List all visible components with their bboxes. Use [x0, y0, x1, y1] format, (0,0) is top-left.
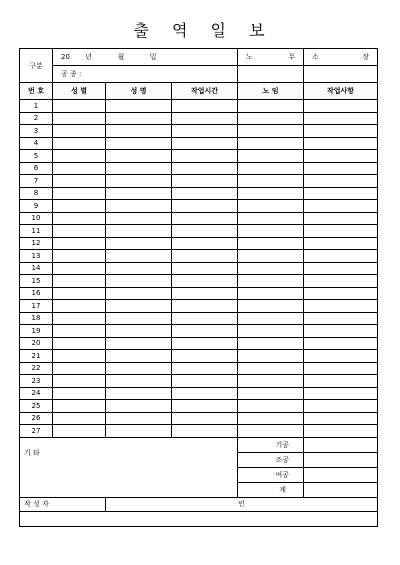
- date-field[interactable]: [53, 49, 238, 66]
- table-row: [20, 275, 378, 288]
- gubun-label: 구분: [20, 49, 53, 83]
- work-details-cell[interactable]: [304, 325, 378, 338]
- name-cell[interactable]: [106, 225, 172, 238]
- name-cell[interactable]: [106, 250, 172, 263]
- row-number: 1: [20, 100, 53, 113]
- gender-cell[interactable]: [53, 162, 106, 175]
- table-row: [20, 312, 378, 325]
- gender-cell[interactable]: [53, 237, 106, 250]
- work-details-cell[interactable]: [304, 262, 378, 275]
- work-hours-cell[interactable]: [172, 350, 238, 363]
- work-hours-cell[interactable]: [172, 125, 238, 138]
- writer-label: 작 성 자: [20, 497, 106, 511]
- work-details-cell[interactable]: [304, 150, 378, 163]
- work-details-cell[interactable]: [304, 287, 378, 300]
- work-details-cell[interactable]: [304, 162, 378, 175]
- work-hours-cell[interactable]: [172, 362, 238, 375]
- work-hours-cell[interactable]: [172, 225, 238, 238]
- work-hours-cell[interactable]: [172, 337, 238, 350]
- name-cell[interactable]: [106, 375, 172, 388]
- work-hours-cell[interactable]: [172, 112, 238, 125]
- name-cell[interactable]: [106, 300, 172, 313]
- work-hours-cell[interactable]: [172, 287, 238, 300]
- work-hours-cell[interactable]: [172, 325, 238, 338]
- work-hours-cell[interactable]: [172, 137, 238, 150]
- col-header-wage: 노 임: [238, 83, 304, 100]
- work-hours-cell[interactable]: [172, 312, 238, 325]
- wage-cell[interactable]: [238, 225, 304, 238]
- work-hours-cell[interactable]: [172, 150, 238, 163]
- row-number: 20: [20, 337, 53, 350]
- row-number: 24: [20, 387, 53, 400]
- name-cell[interactable]: [106, 412, 172, 425]
- day-unit: 일: [149, 53, 157, 61]
- work-hours-cell[interactable]: [172, 237, 238, 250]
- gender-cell[interactable]: [53, 412, 106, 425]
- gender-cell[interactable]: [53, 400, 106, 413]
- col-header-work-hours: 작업시간: [172, 83, 238, 100]
- row-number: 8: [20, 187, 53, 200]
- nomu-sign-cell[interactable]: [238, 66, 304, 83]
- work-hours-cell[interactable]: [172, 200, 238, 213]
- gongjong-label: 공 종 :: [61, 70, 82, 78]
- table-row: [20, 425, 378, 438]
- row-number: 3: [20, 125, 53, 138]
- name-cell[interactable]: [106, 162, 172, 175]
- bottom-blank-row[interactable]: [20, 511, 378, 526]
- summary-label-helper: 조공: [238, 452, 304, 467]
- wage-cell[interactable]: [238, 175, 304, 188]
- work-hours-cell[interactable]: [172, 187, 238, 200]
- seal-label: 인: [238, 500, 245, 508]
- wage-cell[interactable]: [238, 212, 304, 225]
- gender-cell[interactable]: [53, 425, 106, 438]
- table-row: [20, 150, 378, 163]
- summary-value-skilled[interactable]: [304, 437, 378, 452]
- summary-value-total[interactable]: [304, 482, 378, 497]
- wage-cell[interactable]: [238, 275, 304, 288]
- work-details-cell[interactable]: [304, 337, 378, 350]
- table-row: [20, 400, 378, 413]
- col-header-work-details: 작업사항: [304, 83, 378, 100]
- name-cell[interactable]: [106, 275, 172, 288]
- name-cell[interactable]: [106, 200, 172, 213]
- work-hours-cell[interactable]: [172, 400, 238, 413]
- gender-cell[interactable]: [53, 325, 106, 338]
- work-details-cell[interactable]: [304, 250, 378, 263]
- page-title: 출 역 일 보: [133, 21, 267, 40]
- wage-cell[interactable]: [238, 287, 304, 300]
- wage-cell[interactable]: [238, 412, 304, 425]
- table-row: [20, 187, 378, 200]
- name-cell[interactable]: [106, 425, 172, 438]
- worker-rows: [20, 100, 378, 438]
- nomu-label: 노 무: [238, 49, 304, 66]
- table-row: [20, 300, 378, 313]
- name-cell[interactable]: [106, 325, 172, 338]
- wage-cell[interactable]: [238, 337, 304, 350]
- wage-cell[interactable]: [238, 112, 304, 125]
- name-cell[interactable]: [106, 112, 172, 125]
- wage-cell[interactable]: [238, 125, 304, 138]
- table-row: [20, 387, 378, 400]
- wage-cell[interactable]: [238, 100, 304, 113]
- other-notes-cell[interactable]: [20, 437, 238, 497]
- work-hours-cell[interactable]: [172, 375, 238, 388]
- table-row: [20, 162, 378, 175]
- row-number: 25: [20, 400, 53, 413]
- row-number: 21: [20, 350, 53, 363]
- gender-cell[interactable]: [53, 225, 106, 238]
- table-row: [20, 100, 378, 113]
- gender-cell[interactable]: [53, 250, 106, 263]
- wage-cell[interactable]: [238, 375, 304, 388]
- work-hours-cell[interactable]: [172, 275, 238, 288]
- row-number: 13: [20, 250, 53, 263]
- row-number: 14: [20, 262, 53, 275]
- writer-sign-cell[interactable]: [106, 497, 378, 511]
- gender-cell[interactable]: [53, 137, 106, 150]
- col-header-gender: 성 별: [53, 83, 106, 100]
- name-cell[interactable]: [106, 237, 172, 250]
- gender-cell[interactable]: [53, 287, 106, 300]
- work-details-cell[interactable]: [304, 375, 378, 388]
- table-row: [20, 125, 378, 138]
- work-details-cell[interactable]: [304, 125, 378, 138]
- work-hours-cell[interactable]: [172, 262, 238, 275]
- gender-cell[interactable]: [53, 200, 106, 213]
- work-details-cell[interactable]: [304, 225, 378, 238]
- wage-cell[interactable]: [238, 262, 304, 275]
- row-number: 22: [20, 362, 53, 375]
- row-number: 17: [20, 300, 53, 313]
- work-details-cell[interactable]: [304, 187, 378, 200]
- work-details-cell[interactable]: [304, 200, 378, 213]
- col-header-name: 성 명: [106, 83, 172, 100]
- gender-cell[interactable]: [53, 175, 106, 188]
- table-row: [20, 287, 378, 300]
- work-hours-cell[interactable]: [172, 300, 238, 313]
- work-hours-cell[interactable]: [172, 412, 238, 425]
- work-hours-cell[interactable]: [172, 100, 238, 113]
- wage-cell[interactable]: [238, 425, 304, 438]
- name-cell[interactable]: [106, 400, 172, 413]
- gender-cell[interactable]: [53, 350, 106, 363]
- gender-cell[interactable]: [53, 150, 106, 163]
- row-number: 10: [20, 212, 53, 225]
- work-details-cell[interactable]: [304, 425, 378, 438]
- table-row: [20, 412, 378, 425]
- name-cell[interactable]: [106, 100, 172, 113]
- table-row: [20, 175, 378, 188]
- work-details-cell[interactable]: [304, 300, 378, 313]
- wage-cell[interactable]: [238, 312, 304, 325]
- wage-cell[interactable]: [238, 137, 304, 150]
- table-row: [20, 262, 378, 275]
- gender-cell[interactable]: [53, 275, 106, 288]
- work-details-cell[interactable]: [304, 362, 378, 375]
- work-hours-cell[interactable]: [172, 162, 238, 175]
- work-details-cell[interactable]: [304, 100, 378, 113]
- summary-value-helper[interactable]: [304, 452, 378, 467]
- table-row: [20, 362, 378, 375]
- work-details-cell[interactable]: [304, 387, 378, 400]
- wage-cell[interactable]: [238, 300, 304, 313]
- name-cell[interactable]: [106, 312, 172, 325]
- gender-cell[interactable]: [53, 212, 106, 225]
- gender-cell[interactable]: [53, 187, 106, 200]
- work-details-cell[interactable]: [304, 400, 378, 413]
- name-cell[interactable]: [106, 287, 172, 300]
- wage-cell[interactable]: [238, 400, 304, 413]
- wage-cell[interactable]: [238, 200, 304, 213]
- row-number: 7: [20, 175, 53, 188]
- row-number: 26: [20, 412, 53, 425]
- summary-value-female[interactable]: [304, 467, 378, 482]
- name-cell[interactable]: [106, 212, 172, 225]
- wage-cell[interactable]: [238, 362, 304, 375]
- table-row: [20, 200, 378, 213]
- table-row: [20, 375, 378, 388]
- month-unit: 월: [117, 53, 125, 61]
- col-header-number: 번 호: [20, 83, 53, 100]
- work-details-cell[interactable]: [304, 112, 378, 125]
- work-details-cell[interactable]: [304, 350, 378, 363]
- row-number: 23: [20, 375, 53, 388]
- gender-cell[interactable]: [53, 125, 106, 138]
- summary-label-female: 여공: [238, 467, 304, 482]
- row-number: 19: [20, 325, 53, 338]
- name-cell[interactable]: [106, 387, 172, 400]
- row-number: 16: [20, 287, 53, 300]
- table-row: [20, 212, 378, 225]
- wage-cell[interactable]: [238, 250, 304, 263]
- work-hours-cell[interactable]: [172, 212, 238, 225]
- table-row: [20, 137, 378, 150]
- wage-cell[interactable]: [238, 237, 304, 250]
- wage-cell[interactable]: [238, 325, 304, 338]
- work-details-cell[interactable]: [304, 412, 378, 425]
- row-number: 11: [20, 225, 53, 238]
- row-number: 2: [20, 112, 53, 125]
- year-prefix: 20: [61, 53, 70, 61]
- gongjong-field[interactable]: [53, 66, 238, 83]
- work-details-cell[interactable]: [304, 212, 378, 225]
- row-number: 15: [20, 275, 53, 288]
- summary-label-skilled: 기공: [238, 437, 304, 452]
- table-row: [20, 250, 378, 263]
- name-cell[interactable]: [106, 137, 172, 150]
- name-cell[interactable]: [106, 175, 172, 188]
- other-label: 기 타: [24, 448, 40, 457]
- table-row: [20, 350, 378, 363]
- work-details-cell[interactable]: [304, 175, 378, 188]
- sojang-sign-cell[interactable]: [304, 66, 378, 83]
- name-cell[interactable]: [106, 187, 172, 200]
- work-hours-cell[interactable]: [172, 387, 238, 400]
- wage-cell[interactable]: [238, 387, 304, 400]
- row-number: 4: [20, 137, 53, 150]
- work-hours-cell[interactable]: [172, 425, 238, 438]
- table-row: [20, 337, 378, 350]
- gender-cell[interactable]: [53, 262, 106, 275]
- summary-label-total: 계: [238, 482, 304, 497]
- gender-cell[interactable]: [53, 300, 106, 313]
- work-details-cell[interactable]: [304, 237, 378, 250]
- row-number: 12: [20, 237, 53, 250]
- gender-cell[interactable]: [53, 312, 106, 325]
- wage-cell[interactable]: [238, 150, 304, 163]
- gender-cell[interactable]: [53, 100, 106, 113]
- gender-cell[interactable]: [53, 337, 106, 350]
- row-number: 9: [20, 200, 53, 213]
- wage-cell[interactable]: [238, 350, 304, 363]
- name-cell[interactable]: [106, 337, 172, 350]
- table-row: [20, 225, 378, 238]
- work-details-cell[interactable]: [304, 275, 378, 288]
- table-row: [20, 112, 378, 125]
- attendance-form: [19, 48, 378, 527]
- name-cell[interactable]: [106, 350, 172, 363]
- table-row: [20, 325, 378, 338]
- row-number: 18: [20, 312, 53, 325]
- gender-cell[interactable]: [53, 387, 106, 400]
- name-cell[interactable]: [106, 150, 172, 163]
- work-details-cell[interactable]: [304, 137, 378, 150]
- year-unit: 년: [85, 53, 92, 61]
- gender-cell[interactable]: [53, 375, 106, 388]
- wage-cell[interactable]: [238, 187, 304, 200]
- wage-cell[interactable]: [238, 162, 304, 175]
- work-details-cell[interactable]: [304, 312, 378, 325]
- work-hours-cell[interactable]: [172, 250, 238, 263]
- work-hours-cell[interactable]: [172, 175, 238, 188]
- gender-cell[interactable]: [53, 362, 106, 375]
- row-number: 6: [20, 162, 53, 175]
- name-cell[interactable]: [106, 262, 172, 275]
- row-number: 5: [20, 150, 53, 163]
- column-header-row: [20, 83, 378, 100]
- name-cell[interactable]: [106, 125, 172, 138]
- row-number: 27: [20, 425, 53, 438]
- name-cell[interactable]: [106, 362, 172, 375]
- gender-cell[interactable]: [53, 112, 106, 125]
- sojang-label: 소 장: [304, 49, 378, 66]
- table-row: [20, 237, 378, 250]
